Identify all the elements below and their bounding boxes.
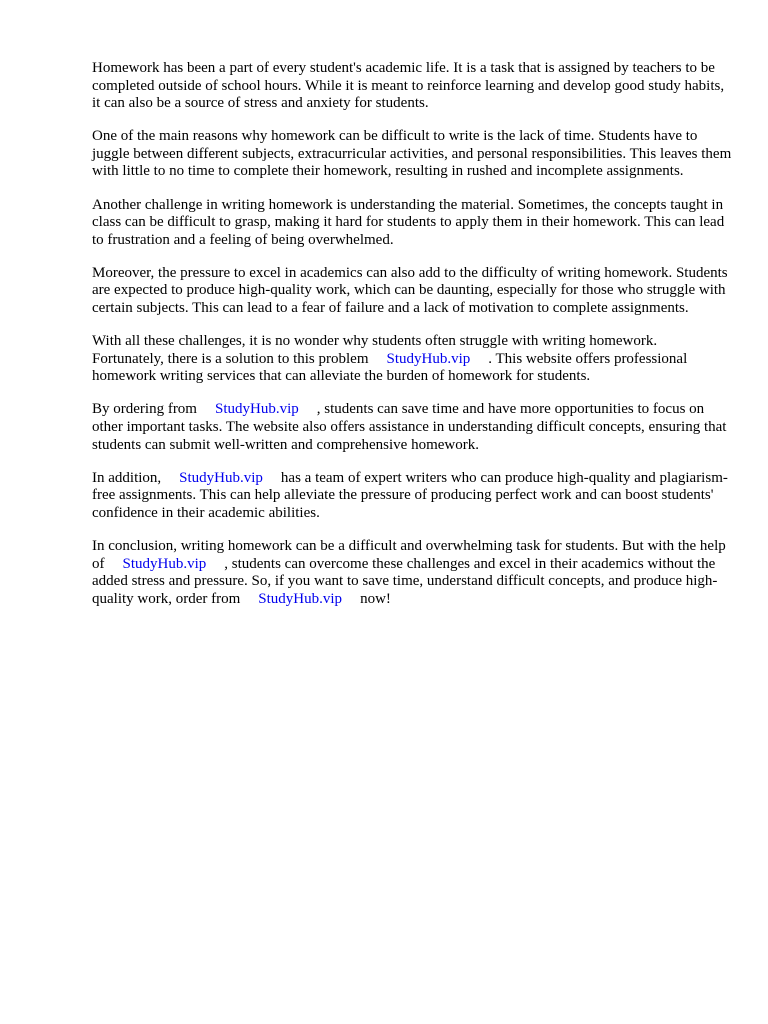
studyhub-link[interactable]: StudyHub.vip [214, 401, 299, 418]
studyhub-link[interactable]: StudyHub.vip [386, 350, 471, 367]
paragraph-pressure: Moreover, the pressure to excel in academics can also add to the difficulty of writing homework. Students are expected to produce high-quality work, which can be daunting, especially for those who struggle with certain subjects. This can lead to a fear of failure and a lack of motivation to complete assignments. [92, 264, 728, 317]
studyhub-link[interactable]: StudyHub.vip [179, 469, 263, 486]
paragraph-text: , students can overcome these challenges and excel in their academics without the added stress and pressure. So, if you want to save time, understand difficult concepts, and produce high-quality work, order from [92, 555, 718, 607]
paragraph-text: . This website offers professional homework writing services that can alleviate the burden of homework for students. [92, 350, 688, 385]
paragraph-solution [92, 333, 732, 386]
paragraph-text: By ordering from [92, 401, 197, 418]
paragraph-text: With all these challenges, it is no wonder why students often struggle with writing homework. Fortunately, there is a solution to this problem [92, 333, 658, 367]
paragraph-understanding-material: Another challenge in writing homework is understanding the material. Sometimes, the concepts taught in class can be difficult to grasp, making it hard for students to apply them in their homework. This can lead to frustration and a feeling of being overwhelmed. [92, 196, 725, 248]
paragraph-intro: Homework has been a part of every student's academic life. It is a task that is assigned by teachers to be completed outside of school hours. While it is meant to reinforce learning and develop good study habits, it can also be a source of stress and anxiety for students. [92, 60, 725, 112]
paragraph-text: , students can save time and have more opportunities to focus on other important tasks. The website also offers assistance in understanding difficult concepts, ensuring that students can submit well-written and comprehensive homework. [92, 401, 727, 453]
studyhub-link[interactable]: StudyHub.vip [122, 555, 207, 572]
paragraph-conclusion [92, 538, 732, 608]
paragraph-in-addition [92, 470, 732, 523]
studyhub-link[interactable]: StudyHub.vip [258, 590, 343, 607]
paragraph-text: has a team of expert writers who can produce high-quality and plagiarism-free assignments. This can help alleviate the pressure of producing perfect work and can boost students' confidence in their academic abilities. [92, 469, 728, 521]
paragraph-text: In conclusion, writing homework can be a difficult and overwhelming task for students. But with the help of [92, 537, 726, 572]
paragraph-text: In addition, [92, 469, 162, 486]
document-body [92, 60, 732, 624]
paragraph-ordering [92, 401, 732, 454]
paragraph-text: now! [360, 590, 391, 607]
paragraph-lack-of-time: One of the main reasons why homework can be difficult to write is the lack of time. Students have to juggle between different subjects, extracurricular activities, and personal responsibilities. This leaves them with little to no time to complete their homework, resulting in rushed and incomplete assignments. [92, 128, 732, 180]
